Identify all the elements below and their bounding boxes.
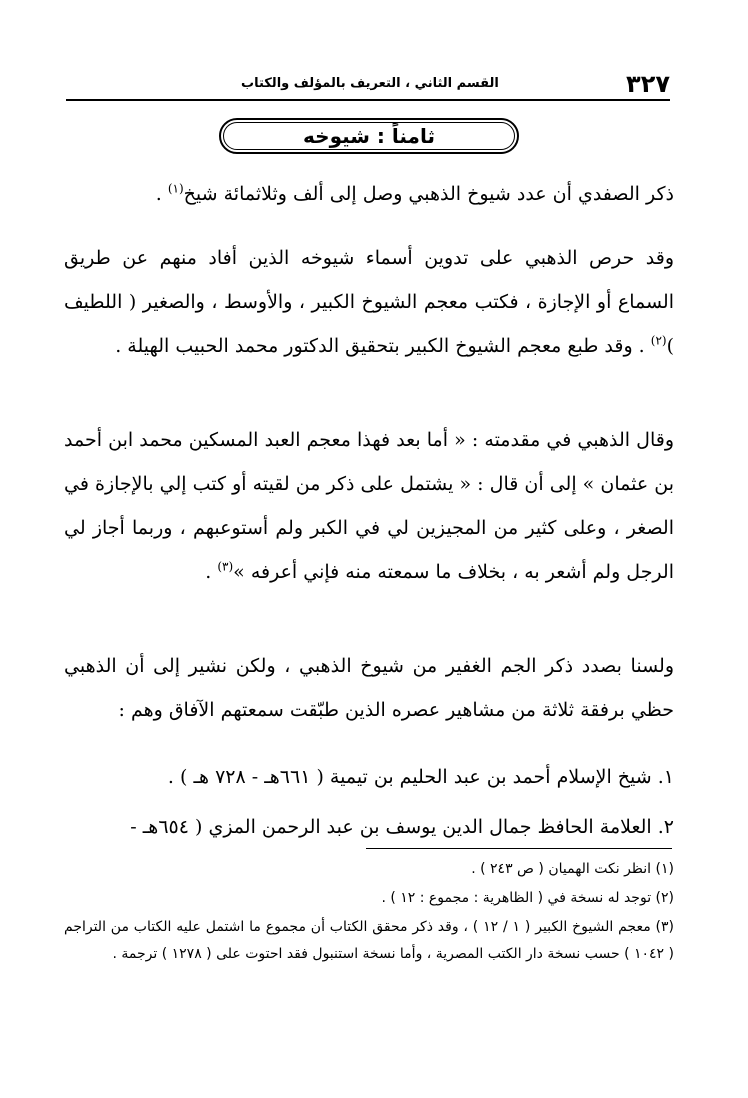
footnote-3: (٣) معجم الشيوخ الكبير ( ١ / ١٢ ) ، وقد ذكر محقق الكتاب أن مجموع ما اشتمل عليه الكتاب من التراجم ( ١٠٤٢ ) حسب نسخة دار الكتب المصرية ، وأما نسخة استنبول فقد احتوت على ( ١٢٧٨ ) ترجمة . bbox=[64, 919, 675, 962]
footnote-separator bbox=[366, 848, 672, 849]
list-item-2: ٢. العلامة الحافظ جمال الدين يوسف بن عبد الرحمن المزي ( ٦٥٤هـ - bbox=[130, 816, 674, 838]
list-item-1: ١. شيخ الإسلام أحمد بن عبد الحليم بن تيمية ( ٦٦١هـ - ٧٢٨ هـ ) . bbox=[167, 766, 674, 788]
paragraph-2-text: وقد حرص الذهبي على تدوين أسماء شيوخه الذين أفاد منهم عن طريق السماع أو الإجازة ، فكتب معجم الشيوخ الكبير ، والأوسط ، والصغير ( اللطيف ) bbox=[64, 247, 674, 357]
footnote-1: (١) انظر نكت الهميان ( ص ٢٤٣ ) . bbox=[471, 861, 674, 877]
footnotes bbox=[64, 856, 674, 970]
running-header-title: القسم الثاني ، التعريف بالمؤلف والكتاب bbox=[241, 76, 499, 91]
footnote-ref-3: (٣) bbox=[217, 559, 234, 574]
paragraph-4-text: ولسنا بصدد ذكر الجم الغفير من شيوخ الذهبي ، ولكن نشير إلى أن الذهبي حظي برفقة ثلاثة من مشاهير عصره الذين طبّقت سمعتهم الآفاق وهم : bbox=[64, 655, 674, 721]
paragraph-3-tail: . bbox=[205, 561, 218, 583]
running-header bbox=[66, 70, 670, 100]
paragraph-3-text: وقال الذهبي في مقدمته : « أما بعد فهذا معجم العبد المسكين محمد ابن أحمد بن عثمان » إلى أن قال : « يشتمل على ذكر من لقيته أو كتب إلي بالإجازة في الصغر ، وعلى كثير من المجيزين لي في الكبر ولم أستوعبهم ، وربما أجاز لي الرجل ولم أشعر به ، بخلاف ما سمعته منه فإني أعرفه » bbox=[64, 429, 674, 583]
paragraph-2 bbox=[64, 236, 674, 368]
paragraph-4 bbox=[64, 644, 674, 732]
paragraph-1-text: ذكر الصفدي أن عدد شيوخ الذهبي وصل إلى ألف وثلاثمائة شيخ bbox=[183, 183, 674, 205]
footnote-ref-2: (٢) bbox=[650, 333, 667, 348]
page-number: ٣٢٧ bbox=[626, 70, 670, 98]
paragraph-1 bbox=[64, 172, 674, 216]
footnote-ref-1: (١) bbox=[167, 181, 184, 196]
paragraph-3 bbox=[64, 418, 674, 594]
paragraph-1-tail: . bbox=[155, 183, 168, 205]
footnote-2: (٢) توجد له نسخة في ( الظاهرية : مجموع : ١٢ ) . bbox=[381, 890, 674, 906]
section-heading-frame bbox=[219, 118, 519, 154]
paragraph-2-tail: . وقد طبع معجم الشيوخ الكبير بتحقيق الدكتور محمد الحبيب الهيلة . bbox=[115, 335, 651, 357]
header-rule bbox=[66, 99, 670, 101]
section-heading: ثامناً : شيوخه bbox=[223, 122, 515, 150]
